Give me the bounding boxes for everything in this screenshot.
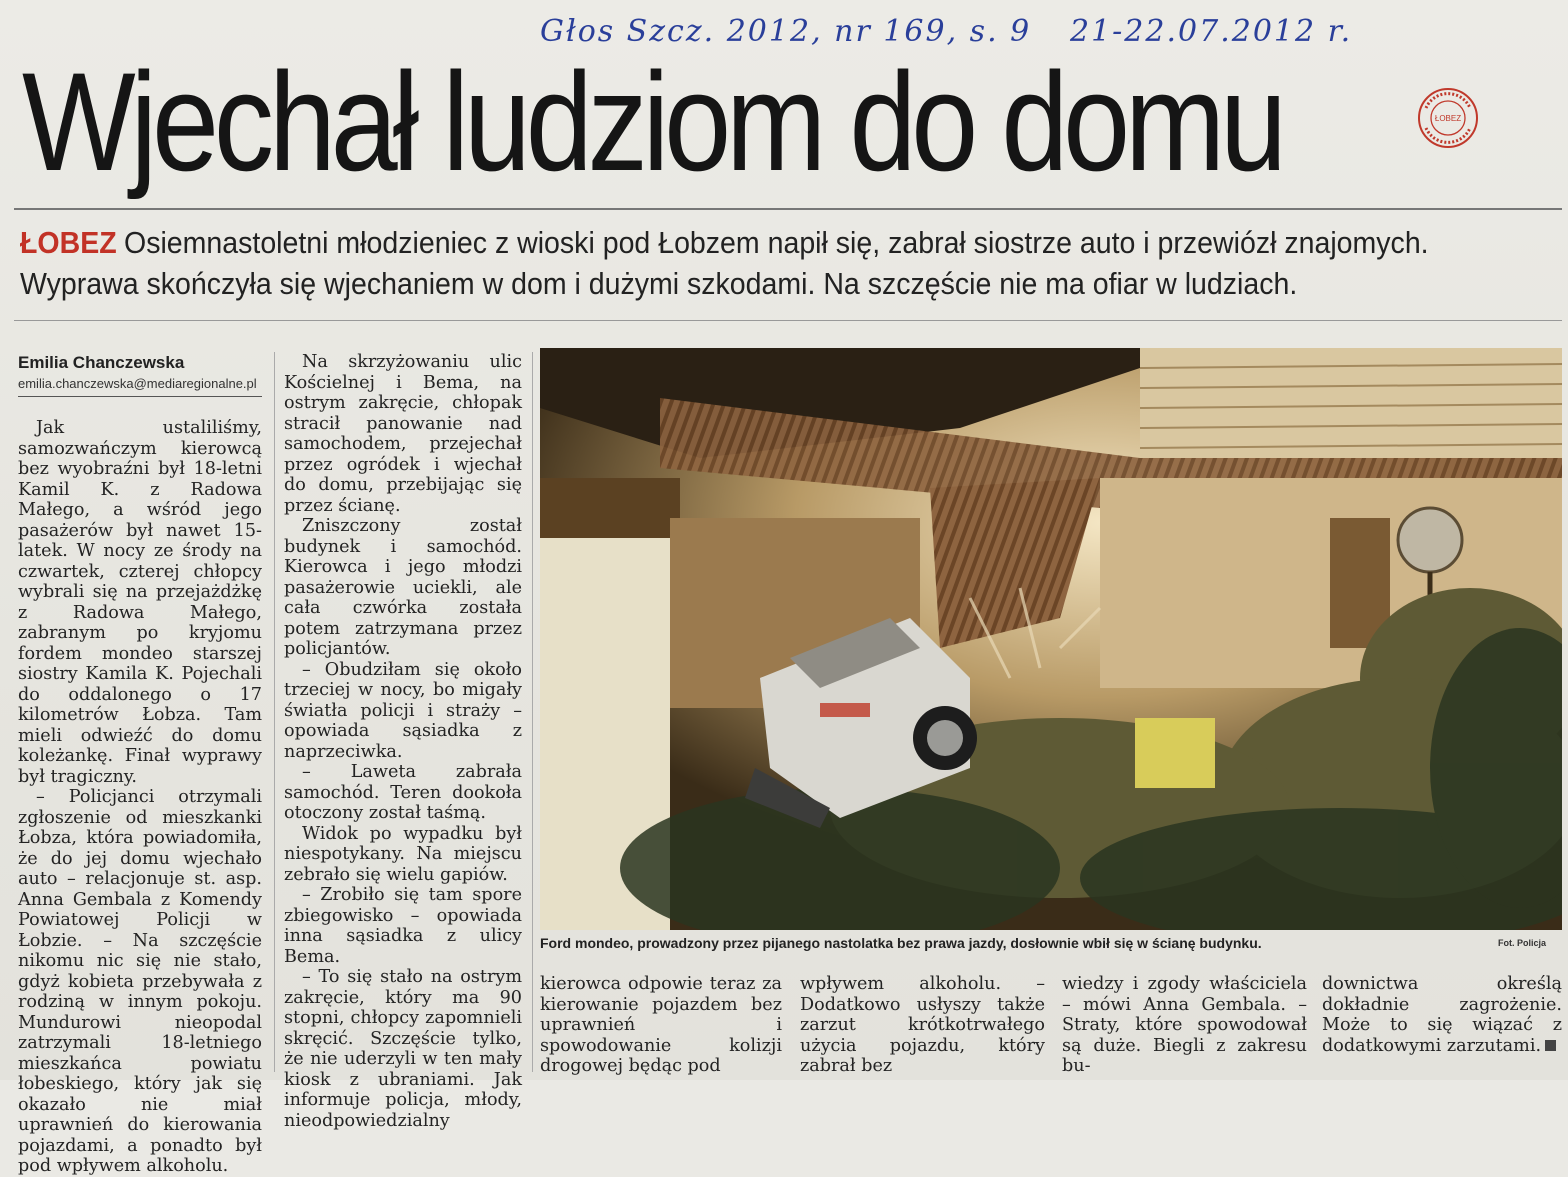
photo-credit: Fot. Policja [1498, 938, 1547, 948]
location-kicker: ŁOBEZ [20, 225, 117, 260]
paragraph: – Zrobiło się tam spore zbiegowisko – opowiada inna sąsiadka z ulicy Bema. [284, 885, 522, 967]
article-column-4 [800, 974, 1045, 1077]
article-column-2 [284, 352, 522, 1131]
article-column-5 [1062, 974, 1307, 1077]
handwritten-source-note: Głos Szcz. 2012, nr 169, s. 9 [540, 14, 1032, 49]
headline: Wjechał ludziom do domu [22, 43, 1282, 200]
paragraph: – Laweta zabrała samochód. Teren dookoła otoczony został taśmą. [284, 762, 522, 823]
paragraph-text: downictwa określą dokładnie zagrożenie. Może to się wiązać z dodatkowymi zarzutami. [1322, 974, 1562, 1056]
svg-text:ŁOBEZ: ŁOBEZ [1434, 114, 1462, 123]
lead-paragraph [20, 222, 1547, 304]
paragraph: wiedzy i zgody właściciela – mówi Anna Gembala. – Straty, które spowodował są duże. Biegli z zakresu bu- [1062, 974, 1307, 1076]
author-name: Emilia Chanczewska [18, 353, 185, 372]
paragraph: – To się stało na ostrym zakręcie, który ma 90 stopni, chłopcy zapomnieli skręcić. Szczęście tylko, że nie uderzyli w ten mały kiosk z ubraniami. Jak informuje policja, młody, nieodpowiedzialny [284, 967, 522, 1131]
photo-caption: Ford mondeo, prowadzony przez pijanego nastolatka bez prawa jazdy, dosłownie wbił się w ścianę budynku. [540, 935, 1262, 951]
paragraph: Na skrzyżowaniu ulic Kościelnej i Bema, na ostrym zakręcie, chłopak stracił panowanie nad samochodem, przejechał przez ogródek i wjechał do domu, przebijając się przez ścianę. [284, 352, 522, 516]
paragraph: – Obudziłam się około trzeciej w nocy, bo migały światła policji i straży – opowiada sąsiadka z naprzeciwka. [284, 659, 522, 762]
paragraph: Jak ustaliliśmy, samozwańczym kierowcą bez wyobraźni był 18-letni Kamil K. z Radowa Małego, a wśród jego pasażerów był nawet 15-latek. W nocy ze środy na czwartek, czterej chłopcy wybrali się na przejażdżkę z Radowa Małego, zabranym po kryjomu fordem mondeo starszej siostry Kamila K. Pojechali do oddalonego o 17 kilometrów Łobza. Tam mieli odwieźć do domu koleżankę. Finał wyprawy był tragiczny. [18, 418, 262, 787]
library-stamp [1416, 86, 1480, 150]
paragraph: Zniszczony został budynek i samochód. Kierowca i jego młodzi pasażerowie uciekli, ale cała czwórka została potem zatrzymana przez policjantów. [284, 516, 522, 659]
paragraph [1322, 974, 1562, 1056]
end-of-article-mark [1545, 1040, 1556, 1051]
paragraph: – Policjanci otrzymali zgłoszenie od mieszkanki Łobza, która powiadomiła, że do jej domu wjechało auto – relacjonuje st. asp. Anna Gembala z Komendy Powiatowej Policji w Łobzie. – Na szczęście nikomu nic się nie stało, gdyż kobieta przebywała z rodziną w innym pokoju. Mundurowi nieopodal zatrzymali 18-letniego mieszkańca powiatu łobeskiego, który jak się okazało nie miał uprawnień do kierowania pojazdami, a ponadto był pod wpływem alkoholu. [18, 787, 262, 1176]
paragraph: wpływem alkoholu. – Dodatkowo usłyszy także zarzut krótkotrwałego użycia pojazdu, który zabrał bez [800, 974, 1045, 1076]
column-divider [532, 352, 533, 1072]
article-column-1 [18, 418, 262, 1177]
article-column-3 [540, 974, 782, 1077]
article-column-6 [1322, 974, 1562, 1056]
handwritten-date-note: 21-22.07.2012 r. [1070, 14, 1353, 49]
paragraph: kierowca odpowie teraz za kierowanie pojazdem bez uprawnień i spowodowanie kolizji drogowej będąc pod [540, 974, 782, 1076]
paragraph: Widok po wypadku był niespotykany. Na miejscu zebrało się wielu gapiów. [284, 823, 522, 885]
byline [18, 352, 262, 397]
lead-rule [14, 320, 1562, 321]
column-divider [274, 352, 275, 1072]
author-email: emilia.chanczewska@mediaregionalne.pl [18, 374, 262, 397]
photo-illustration [540, 348, 1562, 930]
headline-rule [14, 208, 1562, 210]
lead-text: Osiemnastoletni młodzieniec z wioski pod Łobzem napił się, zabrał siostrze auto i przewiózł znajomych. Wyprawa skończyła się wjechaniem w dom i dużymi szkodami. Na szczęście nie ma ofiar w ludziach. [20, 225, 1429, 301]
accident-photo [540, 348, 1562, 930]
